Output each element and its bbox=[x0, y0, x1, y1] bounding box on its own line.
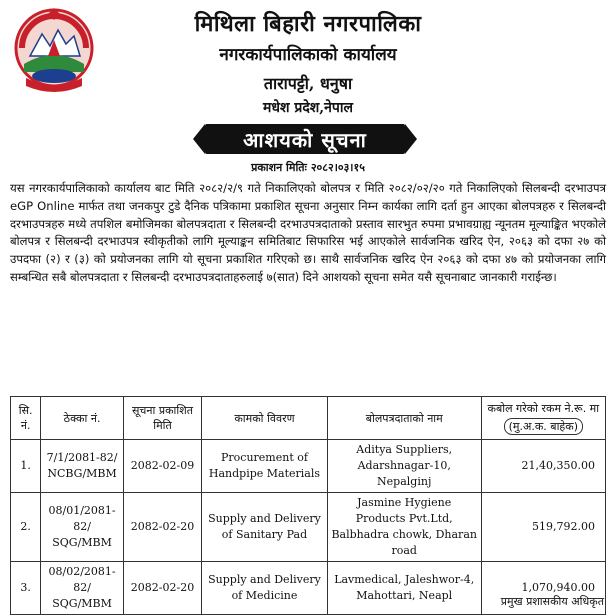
cell-sn: 2. bbox=[11, 493, 41, 562]
notice-title: आशयको सूचना bbox=[243, 127, 367, 152]
cell-contract: 7/1/2081-82/ NCBG/MBM bbox=[41, 440, 124, 493]
header-amount-label: कबोल गरेको रकम ने.रू. मा bbox=[487, 402, 600, 415]
cell-contract: 08/01/2081-82/ SQG/MBM bbox=[41, 493, 124, 562]
office-location: तारापट्टी, धनुषा bbox=[263, 74, 353, 93]
header-work: कामको विवरण bbox=[202, 397, 328, 440]
cell-bidder: Jasmine Hygiene Products Pvt.Ltd, Balbhadra chowk, Dharan road bbox=[327, 493, 481, 562]
office-name: नगरकार्यपालिकाको कार्यालय bbox=[219, 45, 397, 65]
province-name: मधेश प्रदेश,नेपाल bbox=[262, 100, 353, 116]
cell-sn: 3. bbox=[11, 562, 41, 615]
notice-body: यस नगरकार्यपालिकाको कार्यालय बाट मिति २०८२/२/९ गते निकालिएको बोलपत्र र मिति २०८२/०२/२० गते निकालिएको सिलबन्दी दरभाउपत्र eGP Online मार्फत तथा जनकपुर टुडे दैनिक पत्रिकामा प्रकाशित सूचना अनुसार निम्न कार्यका लागि दर्ता हुन आएका बोलपत्रहरु र सिलबन्दी दरभाउपत्रहरु मध्ये तपशिल बमोजिमका बोलपत्रदाता र सिलबन्दी दरभाउपत्रदाताको प्रस्ताव सारभुत रुपमा प्रभावग्राह्य न्यूनतम मूल्याङ्कित भएकोले बोलपत्र र सिलबन्दी दरभाउपत्र स्वीकृतीको लागि मूल्याङ्कन समितिबाट सिफारिस भई आएकोले सार्वजनिक खरिद ऐन, २०६३ को दफा २७ को उपदफा (२) र (३) को प्रयोजनका लागि यो सूचना प्रकाशित गरिएको छ। साथै सार्वजनिक खरिद ऐन २०६३ को दफा ४७ को प्रयोजनका लागि सम्बन्धित सबै बोलपत्रदाता र सिलबन्दी दरभाउपत्रदाताहरुलाई ७(सात) दिने आशयको सूचना समेत यसै सूचनाबाट जानकारी गराईन्छ। bbox=[10, 181, 606, 284]
cell-amount: 21,40,350.00 bbox=[481, 440, 605, 493]
cell-date: 2082-02-20 bbox=[123, 493, 201, 562]
header-amount-note: (मु.अ.क. बाहेक) bbox=[504, 418, 583, 435]
cell-work: Procurement of Handpipe Materials bbox=[202, 440, 328, 493]
cell-amount: 1,070,940.00 bbox=[481, 562, 605, 615]
cell-contract: 08/02/2081-82/ SQG/MBM bbox=[41, 562, 124, 615]
table-header-row bbox=[11, 397, 606, 440]
table-row bbox=[11, 440, 606, 493]
publication-label: प्रकाशन मितिः bbox=[251, 161, 307, 174]
cell-bidder: Aditya Suppliers, Adarshnagar-10, Nepalginj bbox=[327, 440, 481, 493]
header-sn: सि. नं. bbox=[11, 397, 41, 440]
header-amount bbox=[481, 397, 605, 440]
signature-title: प्रमुख प्रशासकीय अधिकृत bbox=[500, 595, 604, 608]
header-bidder: बोलपत्रदाताको नाम bbox=[327, 397, 481, 440]
cell-date: 2082-02-09 bbox=[123, 440, 201, 493]
notice-title-banner bbox=[205, 124, 405, 154]
bid-table bbox=[10, 396, 606, 615]
cell-amount: 519,792.00 bbox=[481, 493, 605, 562]
municipality-name: मिथिला बिहारी नगरपालिका bbox=[194, 11, 422, 37]
header-contract: ठेक्का नं. bbox=[41, 397, 124, 440]
header-pub-date: सूचना प्रकाशित मिति bbox=[123, 397, 201, 440]
publication-date bbox=[0, 160, 616, 175]
cell-sn: 1. bbox=[11, 440, 41, 493]
publication-date-value: २०८२।०३।१५ bbox=[310, 161, 365, 174]
cell-bidder: Lavmedical, Jaleshwor-4, Mahottari, Neapl bbox=[327, 562, 481, 615]
cell-work: Supply and Delivery of Sanitary Pad bbox=[202, 493, 328, 562]
cell-work: Supply and Delivery of Medicine bbox=[202, 562, 328, 615]
table-row bbox=[11, 493, 606, 562]
cell-date: 2082-02-20 bbox=[123, 562, 201, 615]
